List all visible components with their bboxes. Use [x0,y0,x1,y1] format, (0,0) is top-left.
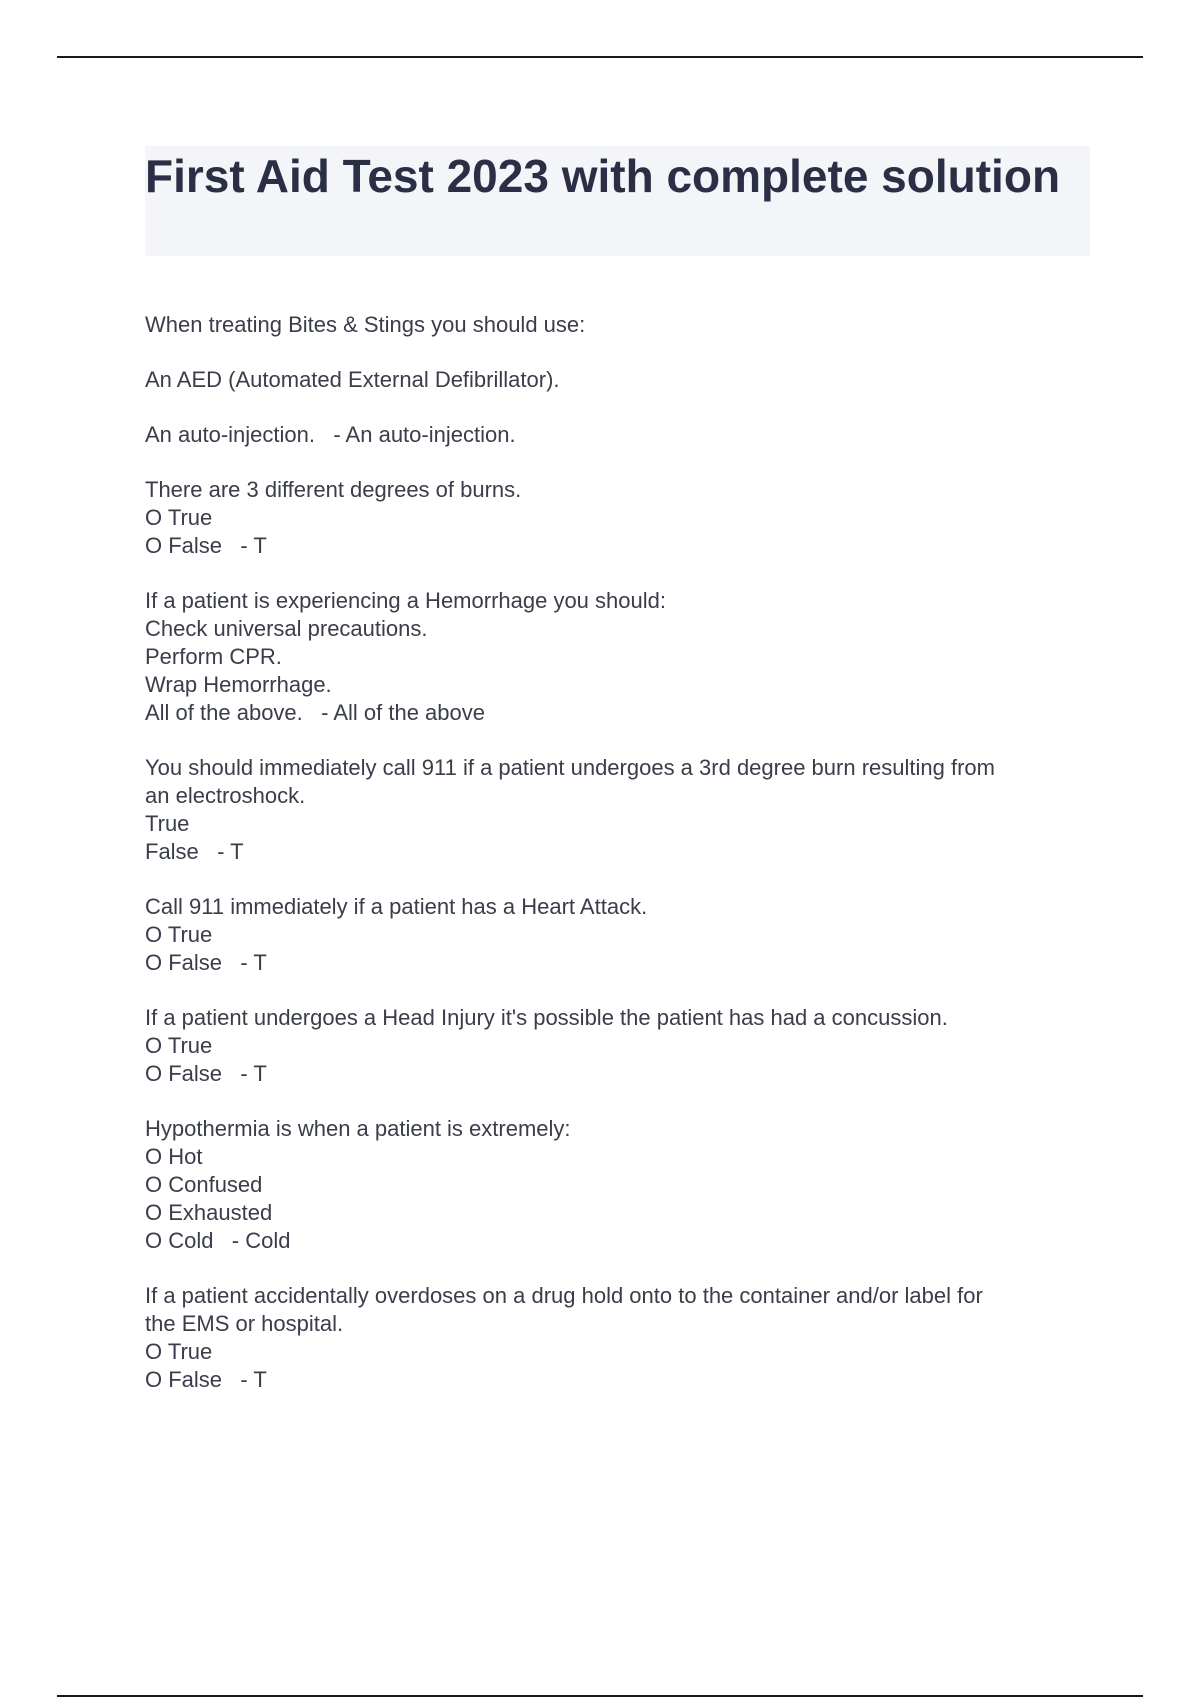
qa-block-2 [145,366,1090,394]
qa-line: O Exhausted [145,1200,273,1225]
qa-line: You should immediately call 911 if a patient undergoes a 3rd degree burn resulting from [145,755,995,780]
qa-line: An AED (Automated External Defibrillator). [145,367,560,392]
qa-block-1 [145,311,1090,339]
bottom-rule [57,1695,1143,1697]
qa-line: O False - T [145,533,267,558]
qa-line: An auto-injection. - An auto-injection. [145,422,516,447]
qa-line: All of the above. - All of the above [145,700,485,725]
qa-line: O True [145,922,213,947]
qa-line: True [145,811,190,836]
qa-line: O Hot [145,1144,203,1169]
top-rule [57,56,1143,58]
qa-line: Call 911 immediately if a patient has a Heart Attack. [145,894,648,919]
document-body [145,311,1090,1421]
qa-block-8 [145,1004,1090,1088]
qa-line: the EMS or hospital. [145,1311,344,1336]
qa-line: O False - T [145,950,267,975]
qa-line: When treating Bites & Stings you should use: [145,312,586,337]
title-block [145,146,1090,256]
qa-block-3 [145,421,1090,449]
qa-line: O False - T [145,1367,267,1392]
qa-line: O Cold - Cold [145,1228,291,1253]
qa-line: O False - T [145,1061,267,1086]
qa-line: O True [145,505,213,530]
qa-line: If a patient undergoes a Head Injury it's possible the patient has had a concussion. [145,1005,948,1030]
qa-line: an electroshock. [145,783,306,808]
qa-block-9 [145,1115,1090,1255]
qa-line: There are 3 different degrees of burns. [145,477,522,502]
qa-line: O True [145,1339,213,1364]
qa-block-5 [145,587,1090,727]
qa-block-4 [145,476,1090,560]
qa-block-7 [145,893,1090,977]
qa-line: Wrap Hemorrhage. [145,672,332,697]
qa-line: If a patient accidentally overdoses on a drug hold onto to the container and/or label for [145,1283,983,1308]
qa-line: O Confused [145,1172,263,1197]
qa-line: Check universal precautions. [145,616,428,641]
qa-line: If a patient is experiencing a Hemorrhage you should: [145,588,666,613]
qa-line: Hypothermia is when a patient is extremely: [145,1116,571,1141]
qa-line: Perform CPR. [145,644,282,669]
qa-block-10 [145,1282,1090,1394]
qa-line: False - T [145,839,244,864]
qa-block-6 [145,754,1090,866]
document-title: First Aid Test 2023 with complete solution [145,150,1061,202]
qa-line: O True [145,1033,213,1058]
